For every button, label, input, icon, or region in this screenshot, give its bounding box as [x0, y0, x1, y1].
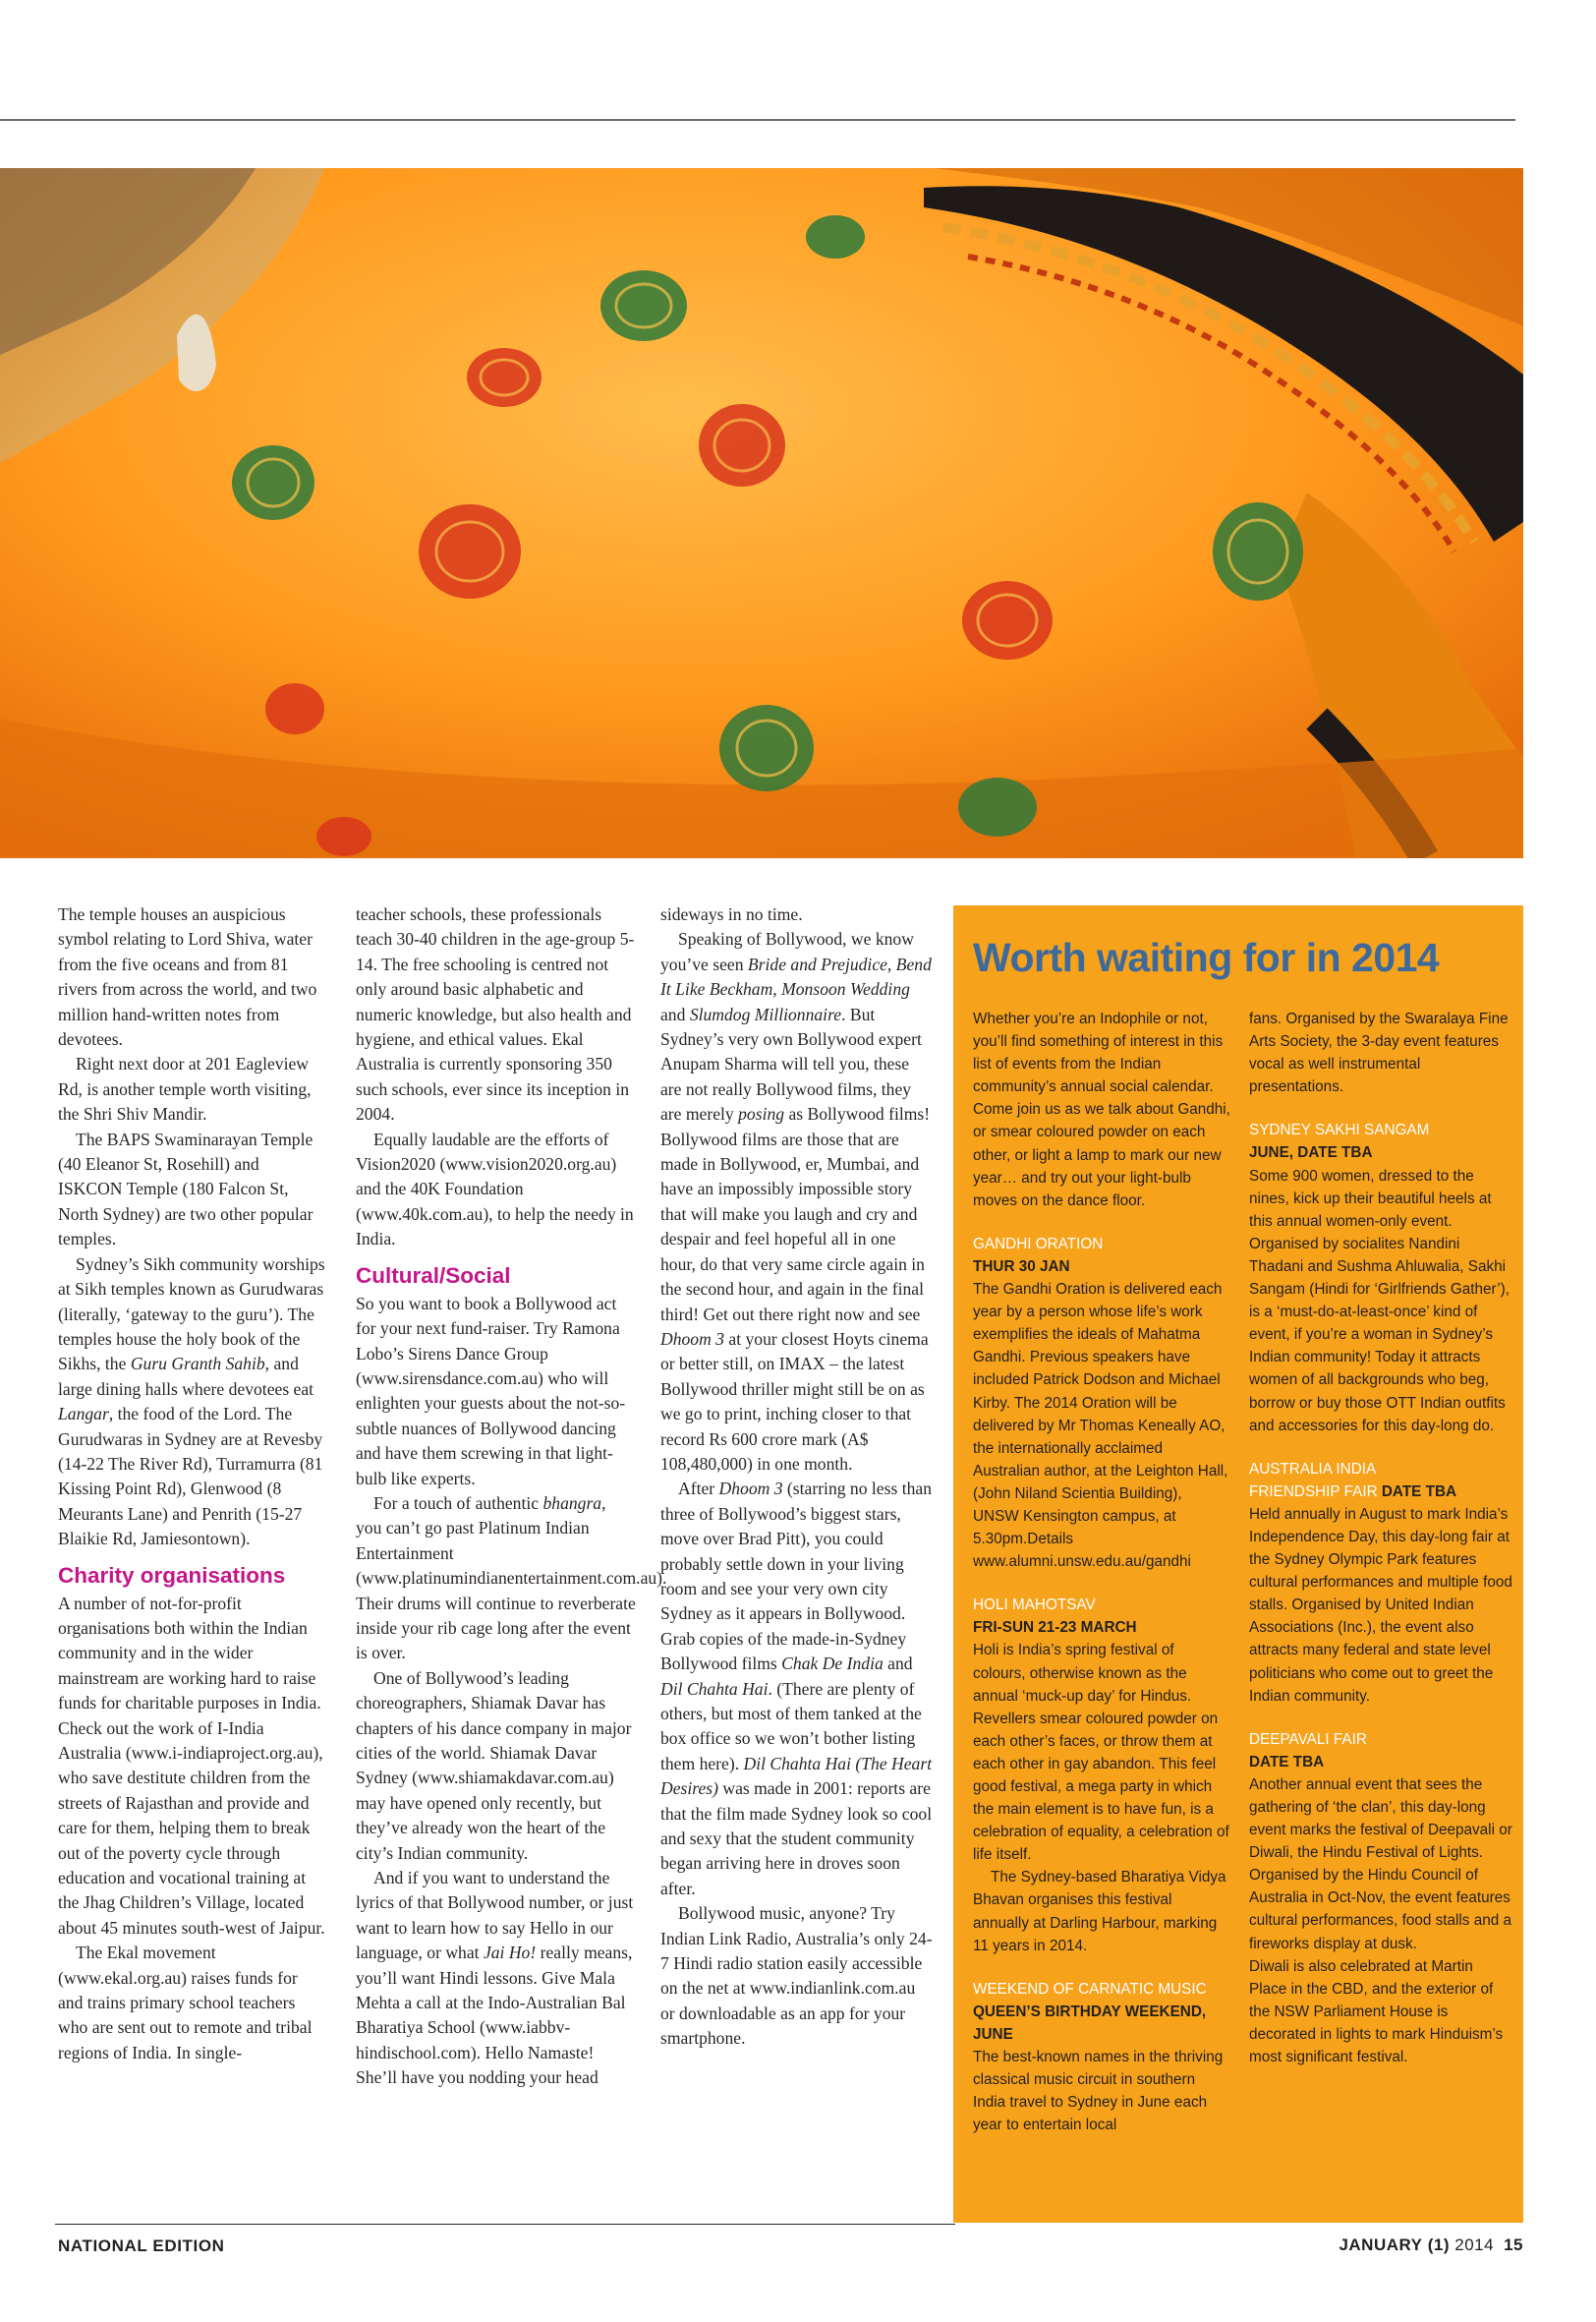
- event-date: QUEEN’S BIRTHDAY WEEKEND, JUNE: [973, 2003, 1207, 2043]
- event-carnatic-music: [973, 1978, 1230, 2137]
- event-title: SYDNEY SAKHI SANGAM: [1249, 1122, 1430, 1139]
- paragraph: The Ekal movement (www.ekal.org.au) raises funds for and trains primary school teachers who are sent out to remote and tribal regions of India. In single-: [58, 1943, 313, 2062]
- sidebar-title: Worth waiting for in 2014: [973, 935, 1440, 980]
- event-text: Diwali is also celebrated at Martin Place in the CBD, and the exterior of the NSW Parliament House is decorated in lights to mark Hinduism’s most significant festival.: [1249, 1957, 1504, 2066]
- paragraph: The temple houses an auspicious symbol relating to Lord Shiva, water from the five oceans and from 81 rivers from across the world, and two million hand-written notes from devotees.: [58, 904, 317, 1050]
- paragraph: teacher schools, these professionals teach 30-40 children in the age-group 5-14. The free schooling is centred not only around basic alphabetic and numeric knowledge, but also health and hygiene, and ethical values. Ekal Australia is currently sponsoring 350 such schools, ever since its inception in 2004.: [356, 904, 635, 1125]
- footer-rule: [55, 2224, 955, 2225]
- paragraph: Sydney’s Sikh community worships at Sikh temples known as Gurudwaras (literally, ‘gateway to the guru’). The temples house the holy book of the Sikhs, the Guru Granth Sahib, and large dining halls where devotees eat Langar, the food of the Lord. The Gurudwaras in Sydney are at Revesby (14-22 The River Rd), Turramurra (81 Kissing Point Rd), Glenwood (8 Meurants Lane) and Penrith (15-27 Blaikie Rd, Jamiesontown).: [58, 1253, 325, 1549]
- fabric-illustration: [0, 168, 1523, 858]
- event-text: The Sydney-based Bharatiya Vidya Bhavan organises this festival annually at Darling Harbour, marking 11 years in 2014.: [973, 1869, 1226, 1954]
- event-friendship-fair: [1249, 1458, 1512, 1708]
- event-sakhi-sangam: [1249, 1119, 1512, 1436]
- paragraph: A number of not-for-profit organisations both within the Indian community and in the wider mainstream are working hard to raise funds for charitable purposes in India. Check out the work of I-India Australia (www.i-indiaproject.org.au), who save destitute children from the streets of Rajasthan and provide and care for them, helping them to break out of the poverty cycle through education and vocational training at the Jhag Children’s Village, located about 45 minutes south-west of Jaipur.: [58, 1593, 325, 1938]
- events-sidebar: [953, 905, 1523, 2223]
- paragraph: Speaking of Bollywood, we know you’ve seen Bride and Prejudice, Bend It Like Beckham, Monsoon Wedding and Slumdog Millionnaire. But Sydney’s very own Bollywood expert Anupam Sharma will tell you, these are not really Bollywood films, they are merely posing as Bollywood films! Bollywood films are those that are made in Bollywood, er, Mumbai, and have an impossibly impossible story that will make you laugh and cry and despair and feel hopeful all in one hour, do that very same circle again in the second hour, and again in the final third! Get out there right now and see Dhoom 3 at your closest Hoyts cinema or better still, on IMAX – the latest Bollywood thriller might still be on as we go to print, inching closer to that record Rs 600 crore mark (A$ 108,480,000) in one month.: [660, 929, 932, 1474]
- event-text: fans. Organised by the Swaralaya Fine Arts Society, the 3-day event features vocal as well instrumental presentations.: [1249, 1011, 1509, 1096]
- event-date: THUR 30 JAN: [973, 1257, 1070, 1275]
- sidebar-intro: Whether you’re an Indophile or not, you’ll find something of interest in this list of events from the Indian community’s annual social calendar. Come join us as we talk about Gandhi, or smear coloured powder on each other, or light a lamp to mark our new year… and try out your light-bulb moves on the dance floor.: [973, 1011, 1230, 1209]
- event-text: The Gandhi Oration is delivered each year by a person whose life’s work exemplifies the ideals of Mahatma Gandhi. Previous speakers have included Patrick Dodson and Michael Kirby. The 2014 Oration will be delivered by Mr Thomas Keneally AO, the internationally acclaimed Australian author, at the Leighton Hall, (John Niland Scientia Building), UNSW Kensington campus, at 5.30pm.Details www.alumni.unsw.edu.au/gandhi: [973, 1281, 1228, 1571]
- paragraph: The BAPS Swaminarayan Temple (40 Eleanor St, Rosehill) and ISKCON Temple (180 Falcon St, North Sydney) are two other popular temples.: [58, 1129, 314, 1249]
- section-heading-cultural: Cultural/Social: [356, 1262, 511, 1288]
- sidebar-column-1: [973, 1008, 1230, 2136]
- paragraph: One of Bollywood’s leading choreographers, Shiamak Davar has chapters of his dance company in major cities of the world. Shiamak Davar Sydney (www.shiamakdavar.com.au) may have opened only recently, but they’ve already won the heart of the city’s Indian community.: [356, 1667, 632, 1863]
- event-date: FRI-SUN 21-23 MARCH: [973, 1619, 1137, 1637]
- article-column-1: [58, 902, 325, 2065]
- page-number: 15: [1504, 2235, 1523, 2254]
- event-title: HOLI MAHOTSAV: [973, 1596, 1096, 1614]
- event-text: Held annually in August to mark India’s Independence Day, this day-long fair at the Sydney Olympic Park features cultural performances and multiple food stalls. Organised by United Indian Associations (Inc.), the event also attracts many federal and state level politicians who come out to greet the Indian community.: [1249, 1505, 1512, 1705]
- issue-date: JANUARY (1) 2014 15: [1339, 2235, 1523, 2254]
- sidebar-column-2: [1249, 1008, 1512, 2068]
- event-text: The best-known names in the thriving classical music circuit in southern India travel to Sydney in June each year to entertain local: [973, 2049, 1224, 2134]
- event-title: WEEKEND OF CARNATIC MUSIC: [973, 1980, 1207, 1998]
- paragraph: Equally laudable are the efforts of Vision2020 (www.vision2020.org.au) and the 40K Foundation (www.40k.com.au), to help the needy in India.: [356, 1129, 634, 1249]
- event-deepavali-fair: [1249, 1728, 1512, 2068]
- event-title: GANDHI ORATION: [973, 1235, 1104, 1252]
- edition-label: NATIONAL EDITION: [58, 2236, 225, 2255]
- article-column-2: [356, 902, 667, 2091]
- paragraph: After Dhoom 3 (starring no less than three of Bollywood’s biggest stars, move over Brad Pitt), you could probably settle down in your living room and see your very own city Sydney as it appears in Bollywood. Grab copies of the made-in-Sydney Bollywood films Chak De India and Dil Chahta Hai. (There are plenty of others, but most of them tanked at the box office so we won’t bother listing them here). Dil Chahta Hai (The Heart Desires) was made in 2001: reports are that the film made Sydney look so cool and sexy that the student community began arriving here in droves soon after.: [660, 1479, 933, 1898]
- paragraph: Right next door at 201 Eagleview Rd, is another temple worth visiting, the Shri Shiv Mandir.: [58, 1054, 312, 1125]
- event-title: AUSTRALIA INDIA: [1249, 1460, 1377, 1478]
- event-holi-mahotsav: [973, 1594, 1230, 1957]
- paragraph: So you want to book a Bollywood act for your next fund-raiser. Try Ramona Lobo’s Sirens Dance Group (www.sirensdance.com.au) who will enlighten your guests about the not-so-subtle nuances of Bollywood dancing and have them screwing in that light-bulb like experts.: [356, 1293, 626, 1488]
- article-column-3: [660, 902, 933, 2052]
- top-rule: [0, 119, 1515, 121]
- event-date: DATE TBA: [1249, 1753, 1325, 1771]
- event-title-line2: FRIENDSHIP FAIR DATE TBA: [1249, 1482, 1457, 1500]
- section-heading-charity: Charity organisations: [58, 1562, 286, 1588]
- paragraph: For a touch of authentic bhangra, you can’t go past Platinum Indian Entertainment (www.platinumindianentertainment.com.au). Their drums will continue to reverberate inside your rib cage long after the event is over.: [356, 1492, 667, 1663]
- event-date: JUNE, DATE TBA: [1249, 1144, 1373, 1162]
- event-text: Some 900 women, dressed to the nines, kick up their beautiful heels at this annual women-only event. Organised by socialites Nandini Thadani and Sushma Ahluwalia, Sakhi Sangam (Hindi for ‘Girlfriends Gather’), is a ‘must-do-at-least-once’ kind of event, if you’re a woman in Sydney’s Indian community! Today it attracts women of all backgrounds who beg, borrow or buy those OTT Indian outfits and accessories for this day-long do.: [1249, 1167, 1510, 1434]
- paragraph: sideways in no time.: [660, 904, 803, 924]
- event-title: DEEPAVALI FAIR: [1249, 1730, 1367, 1748]
- paragraph: Bollywood music, anyone? Try Indian Link Radio, Australia’s only 24-7 Hindi radio station easily accessible on the net at www.indianlink.com.au or downloadable as an app for your smartphone.: [660, 1903, 933, 2049]
- event-gandhi-oration: [973, 1233, 1230, 1573]
- orange-paisley-fabric-photo: [0, 168, 1523, 858]
- event-text: Another annual event that sees the gathering of ‘the clan’, this day-long event marks the festival of Deepavali or Diwali, the Hindu Festival of Lights. Organised by the Hindu Council of Australia in Oct-Nov, the event features cultural performances, food stalls and a fireworks display at dusk.: [1249, 1775, 1512, 1952]
- event-text: Holi is India’s spring festival of colours, otherwise known as the annual ‘muck-up day’ for Hindus. Revellers smear coloured powder on each other’s faces, or throw them at each other in gay abandon. This feel good festival, a mega party in which the main element is to have fun, is a celebration of equality, a celebration of life itself.: [973, 1642, 1229, 1864]
- paragraph: And if you want to understand the lyrics of that Bollywood number, or just want to learn how to say Hello in our language, or what Jai Ho! really means, you’ll want Hindi lessons. Give Mala Mehta a call at the Indo-Australian Bal Bharatiya School (www.iabbv-hindischool.com). Hello Namaste! She’ll have you nodding your head: [356, 1868, 634, 2088]
